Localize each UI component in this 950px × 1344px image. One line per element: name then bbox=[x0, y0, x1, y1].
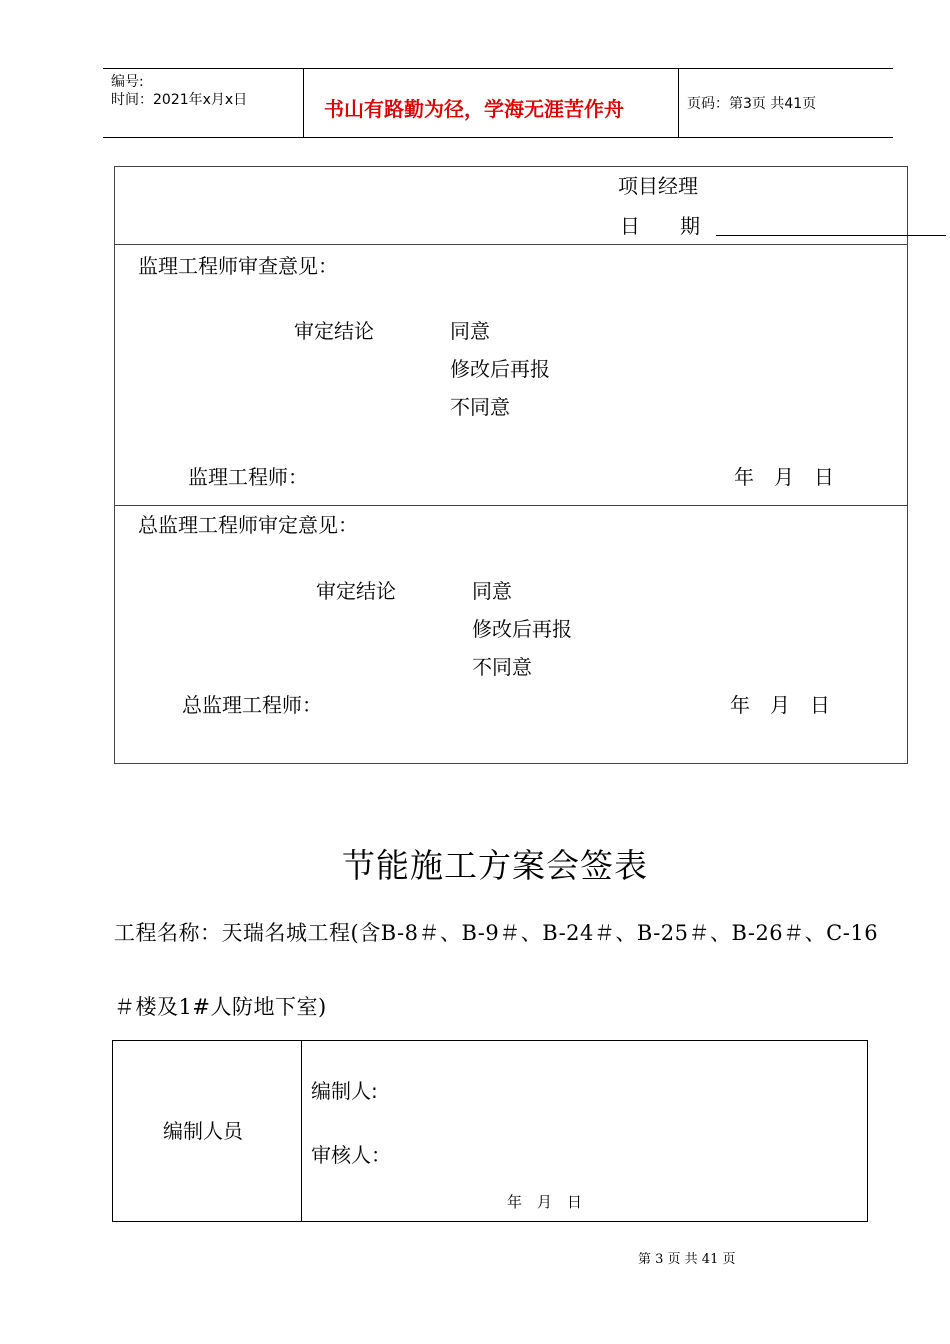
chief-option-revise: 修改后再报 bbox=[472, 617, 572, 641]
chief-option-disagree: 不同意 bbox=[472, 655, 532, 679]
sign-sheet-title: 节能施工方案会签表 bbox=[342, 846, 648, 885]
approval-divider-2 bbox=[114, 505, 908, 506]
supervisor-conclusion-label: 审定结论 bbox=[294, 319, 374, 343]
document-number-label: 编号: bbox=[111, 74, 144, 90]
author-label: 编制人: bbox=[311, 1079, 378, 1103]
sheet-date-fields: 年 月 日 bbox=[507, 1193, 583, 1211]
page-header bbox=[103, 68, 893, 138]
page-footer: 第 3 页 共 41 页 bbox=[638, 1252, 736, 1267]
supervisor-option-agree: 同意 bbox=[450, 319, 490, 343]
date-signature-line bbox=[716, 235, 946, 236]
reviewer-label: 审核人： bbox=[311, 1143, 391, 1167]
header-motto: 书山有路勤为径，学海无涯苦作舟 bbox=[324, 97, 624, 121]
project-manager-label: 项目经理 bbox=[618, 174, 698, 198]
chief-conclusion-label: 审定结论 bbox=[316, 579, 396, 603]
project-name-line-2: ＃楼及1#人防地下室) bbox=[114, 995, 327, 1019]
chief-opinion-heading: 总监理工程师审定意见： bbox=[138, 513, 358, 537]
staff-table bbox=[112, 1040, 868, 1222]
header-motto-cell bbox=[303, 69, 679, 137]
document-time: 时间：2021年x月x日 bbox=[111, 92, 248, 108]
header-page-info: 页码：第3页 共41页 bbox=[687, 96, 817, 112]
approval-divider-1 bbox=[114, 244, 908, 245]
date-label: 日 期 bbox=[620, 214, 700, 238]
supervisor-option-disagree: 不同意 bbox=[450, 395, 510, 419]
project-name-line-1: 工程名称：天瑞名城工程(含B-8＃、B-9＃、B-24＃、B-25＃、B-26＃、C-16 bbox=[114, 921, 879, 945]
chief-date-fields: 年 月 日 bbox=[730, 693, 830, 717]
chief-signer-label: 总监理工程师： bbox=[182, 693, 322, 717]
chief-option-agree: 同意 bbox=[472, 579, 512, 603]
staff-label: 编制人员 bbox=[163, 1119, 243, 1143]
supervisor-opinion-heading: 监理工程师审查意见： bbox=[138, 254, 338, 278]
header-meta bbox=[103, 69, 303, 137]
header-page-cell bbox=[679, 69, 893, 137]
supervisor-date-fields: 年 月 日 bbox=[734, 465, 834, 489]
supervisor-option-revise: 修改后再报 bbox=[450, 357, 550, 381]
staff-table-divider bbox=[301, 1041, 302, 1221]
supervisor-signer-label: 监理工程师： bbox=[188, 465, 308, 489]
